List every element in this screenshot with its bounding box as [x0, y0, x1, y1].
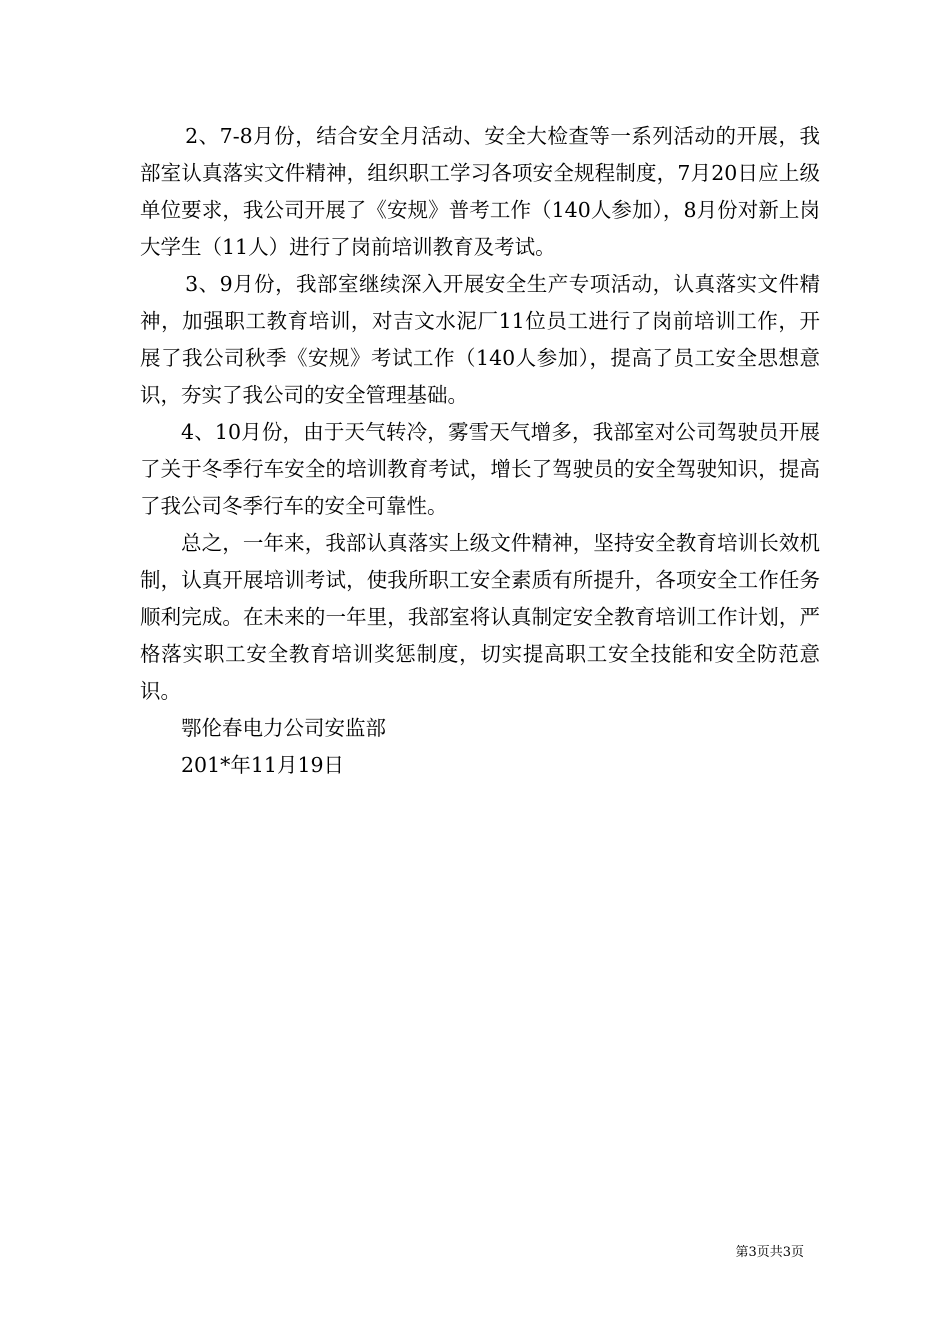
document-body	[140, 118, 820, 784]
paragraph-item-4: 4、10月份，由于天气转冷，雾雪天气增多，我部室对公司驾驶员开展了关于冬季行车安全的培训教育考试，增长了驾驶员的安全驾驶知识，提高了我公司冬季行车的安全可靠性。	[140, 420, 820, 518]
signature-date: 201*年11月19日	[181, 753, 345, 777]
paragraph-summary: 总之，一年来，我部认真落实上级文件精神，坚持安全教育培训长效机制，认真开展培训考试，使我所职工安全素质有所提升，各项安全工作任务顺利完成。在未来的一年里，我部室将认真制定安全教育培训工作计划，严格落实职工安全教育培训奖惩制度，切实提高职工安全技能和安全防范意识。	[140, 531, 820, 703]
signature-organization: 鄂伦春电力公司安监部	[181, 716, 386, 740]
paragraph-item-3: 3、9月份，我部室继续深入开展安全生产专项活动，认真落实文件精神，加强职工教育培训，对吉文水泥厂11位员工进行了岗前培训工作，开展了我公司秋季《安规》考试工作（140人参加），提高了员工安全思想意识，夯实了我公司的安全管理基础。	[140, 272, 820, 407]
paragraph-item-2: 2、7-8月份，结合安全月活动、安全大检查等一系列活动的开展，我部室认真落实文件精神，组织职工学习各项安全规程制度，7月20日应上级单位要求，我公司开展了《安规》普考工作（140人参加），8月份对新上岗大学生（11人）进行了岗前培训教育及考试。	[140, 124, 820, 259]
page-number-footer: 第3页共3页	[735, 1245, 804, 1260]
